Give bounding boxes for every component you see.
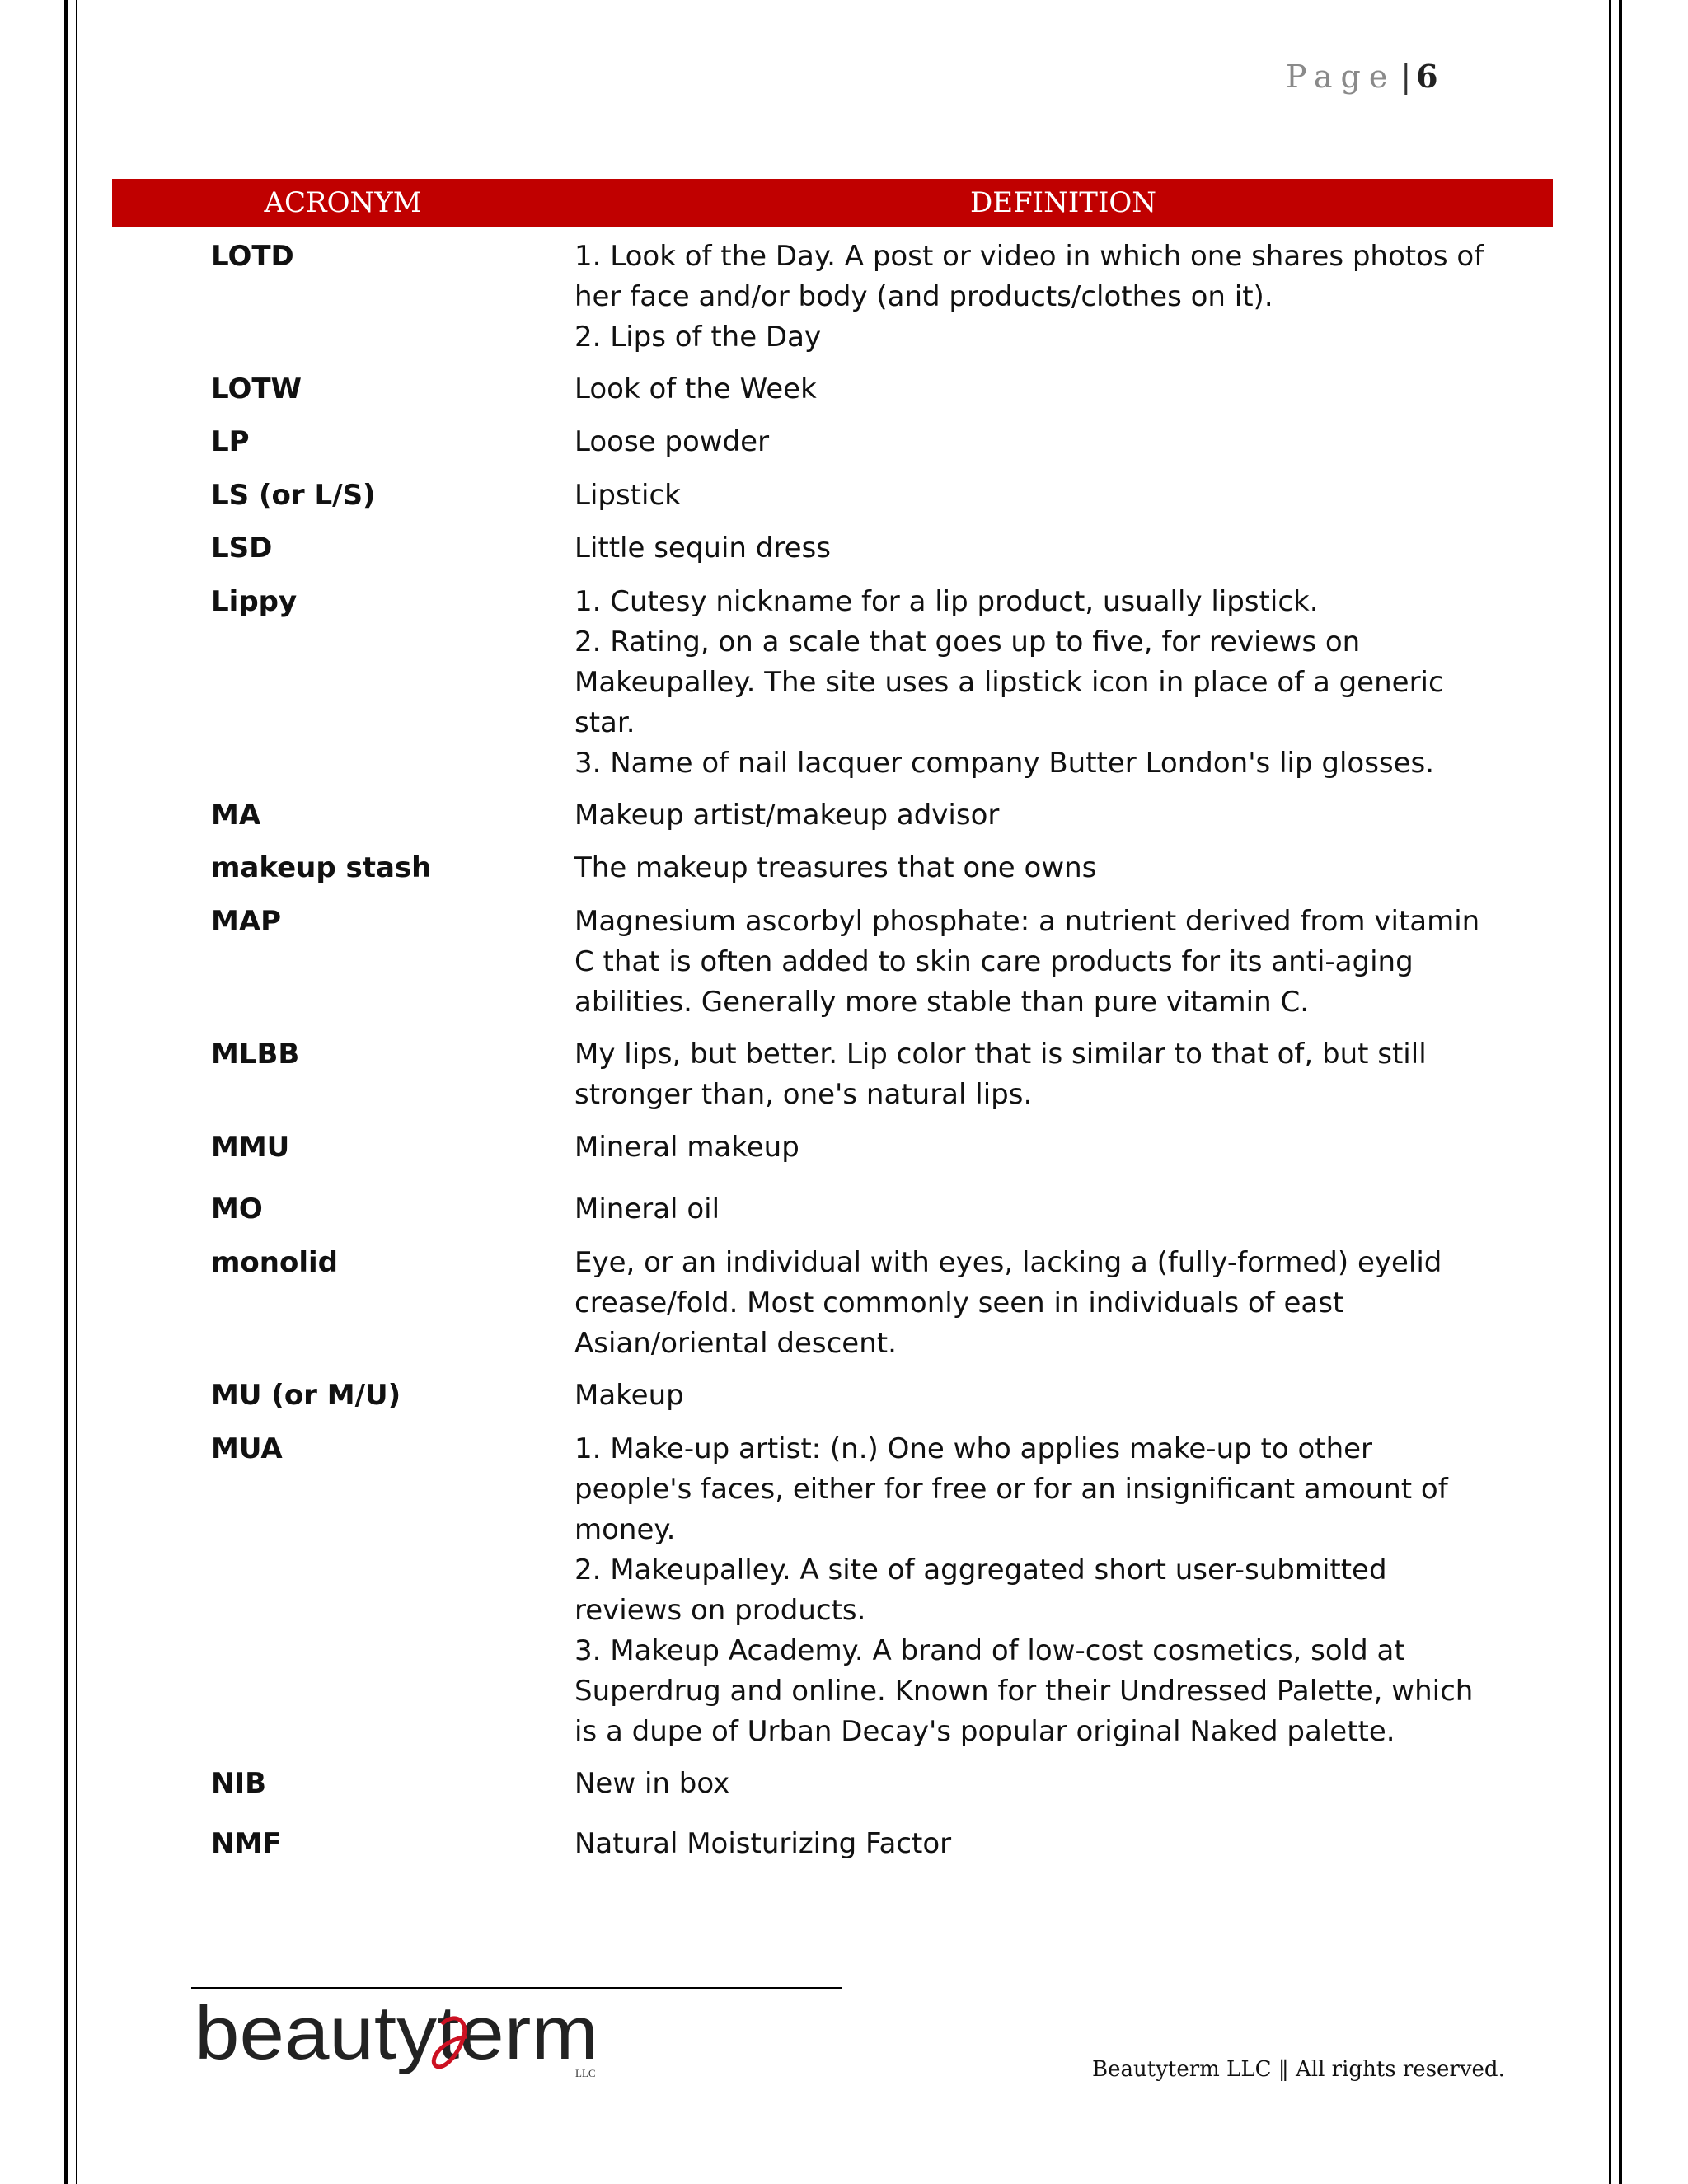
definition-line: stronger than, one's natural lips. [574, 1078, 1033, 1111]
copyright-text: Beautyterm LLC ‖ All rights reserved. [1092, 2057, 1505, 2082]
acronym-cell: Lippy [211, 585, 298, 618]
acronym-cell: MUA [211, 1432, 283, 1465]
page-number-value: 6 [1416, 58, 1438, 95]
page-border-left-inner [76, 0, 77, 2184]
acronym-cell: monolid [211, 1246, 338, 1279]
definition-line: 2. Makeupalley. A site of aggregated short user-submitted [574, 1554, 1387, 1586]
acronym-cell: makeup stash [211, 851, 432, 884]
definition-line: Little sequin dress [574, 532, 831, 565]
page-label: Page [1286, 59, 1396, 95]
definition-cell [574, 1189, 1489, 1230]
definition-line: The makeup treasures that one owns [574, 851, 1097, 884]
logo-wordmark: beautyterm [195, 1991, 598, 2075]
acronym-cell: LOTW [211, 373, 302, 405]
acronym-cell: MLBB [211, 1038, 300, 1071]
definition-cell [574, 1824, 1489, 1864]
definition-line: crease/fold. Most commonly seen in individuals of east [574, 1286, 1344, 1319]
definition-cell [574, 1243, 1489, 1364]
definition-line: Magnesium ascorbyl phosphate: a nutrient derived from vitamin [574, 905, 1480, 938]
acronym-cell: MA [211, 799, 261, 832]
acronym-cell: LP [211, 425, 250, 458]
page-border-left-outer [64, 0, 68, 2184]
definition-line: 1. Look of the Day. A post or video in which one shares photos of [574, 240, 1484, 273]
page-border-right-outer [1619, 0, 1622, 2184]
definition-line: Mineral oil [574, 1193, 720, 1226]
beautyterm-logo [195, 1991, 607, 2082]
definition-line: 2. Rating, on a scale that goes up to five, for reviews on [574, 626, 1361, 658]
acronym-cell: LS (or L/S) [211, 479, 376, 512]
page-separator: | [1400, 59, 1412, 95]
acronym-cell: LSD [211, 532, 273, 565]
definition-cell [574, 902, 1489, 1023]
header-definition: DEFINITION [969, 186, 1156, 219]
definition-line: people's faces, either for free or for an insignificant amount of [574, 1473, 1448, 1506]
definition-cell [574, 1429, 1489, 1752]
page-number [1286, 58, 1438, 95]
definition-line: 3. Makeup Academy. A brand of low-cost cosmetics, sold at [574, 1634, 1405, 1667]
definition-line: Natural Moisturizing Factor [574, 1827, 952, 1860]
definition-line: Look of the Week [574, 373, 817, 405]
definition-line: reviews on products. [574, 1594, 866, 1627]
definition-cell [574, 369, 1489, 410]
definition-line: Makeup artist/makeup advisor [574, 799, 1000, 832]
definition-line: her face and/or body (and products/clothes on it). [574, 280, 1273, 313]
definition-line: star. [574, 706, 635, 739]
acronym-cell: NIB [211, 1767, 267, 1800]
acronym-cell: LOTD [211, 240, 294, 273]
definition-line: is a dupe of Urban Decay's popular original Naked palette. [574, 1715, 1395, 1748]
definition-cell [574, 1034, 1489, 1115]
footer-rule [191, 1987, 842, 1989]
header-acronym: ACRONYM [264, 186, 422, 219]
acronym-cell: MAP [211, 905, 282, 938]
definition-line: Loose powder [574, 425, 770, 458]
definition-line: Lipstick [574, 479, 681, 512]
acronym-cell: MU (or M/U) [211, 1379, 401, 1412]
definition-cell [574, 1376, 1489, 1416]
definition-cell [574, 476, 1489, 516]
definition-cell [574, 237, 1489, 358]
definition-line: New in box [574, 1767, 730, 1800]
definition-cell [574, 528, 1489, 569]
definition-cell [574, 795, 1489, 836]
definition-line: 1. Make-up artist: (n.) One who applies make-up to other [574, 1432, 1373, 1465]
acronym-cell: MO [211, 1193, 263, 1226]
page-border-right-inner [1609, 0, 1611, 2184]
definition-line: Mineral makeup [574, 1131, 799, 1164]
logo-llc: LLC [575, 2067, 596, 2079]
definition-line: Makeupalley. The site uses a lipstick icon in place of a generic [574, 666, 1444, 699]
definition-line: 3. Name of nail lacquer company Butter London's lip glosses. [574, 747, 1435, 780]
definition-line: Eye, or an individual with eyes, lacking a (fully-formed) eyelid [574, 1246, 1442, 1279]
definition-cell [574, 582, 1489, 784]
definition-line: Superdrug and online. Known for their Undressed Palette, which [574, 1675, 1474, 1708]
definition-line: money. [574, 1513, 676, 1546]
definition-cell [574, 1764, 1489, 1804]
definition-line: 1. Cutesy nickname for a lip product, usually lipstick. [574, 585, 1319, 618]
definition-line: Makeup [574, 1379, 684, 1412]
definition-line: C that is often added to skin care products for its anti-aging [574, 945, 1414, 978]
definition-cell [574, 422, 1489, 462]
acronym-cell: MMU [211, 1131, 290, 1164]
definition-cell [574, 848, 1489, 888]
definition-line: My lips, but better. Lip color that is similar to that of, but still [574, 1038, 1427, 1071]
definition-line: 2. Lips of the Day [574, 321, 822, 354]
definition-cell [574, 1127, 1489, 1168]
definition-line: abilities. Generally more stable than pure vitamin C. [574, 986, 1310, 1019]
acronym-cell: NMF [211, 1827, 282, 1860]
definition-line: Asian/oriental descent. [574, 1327, 897, 1360]
table-header [112, 179, 1553, 227]
